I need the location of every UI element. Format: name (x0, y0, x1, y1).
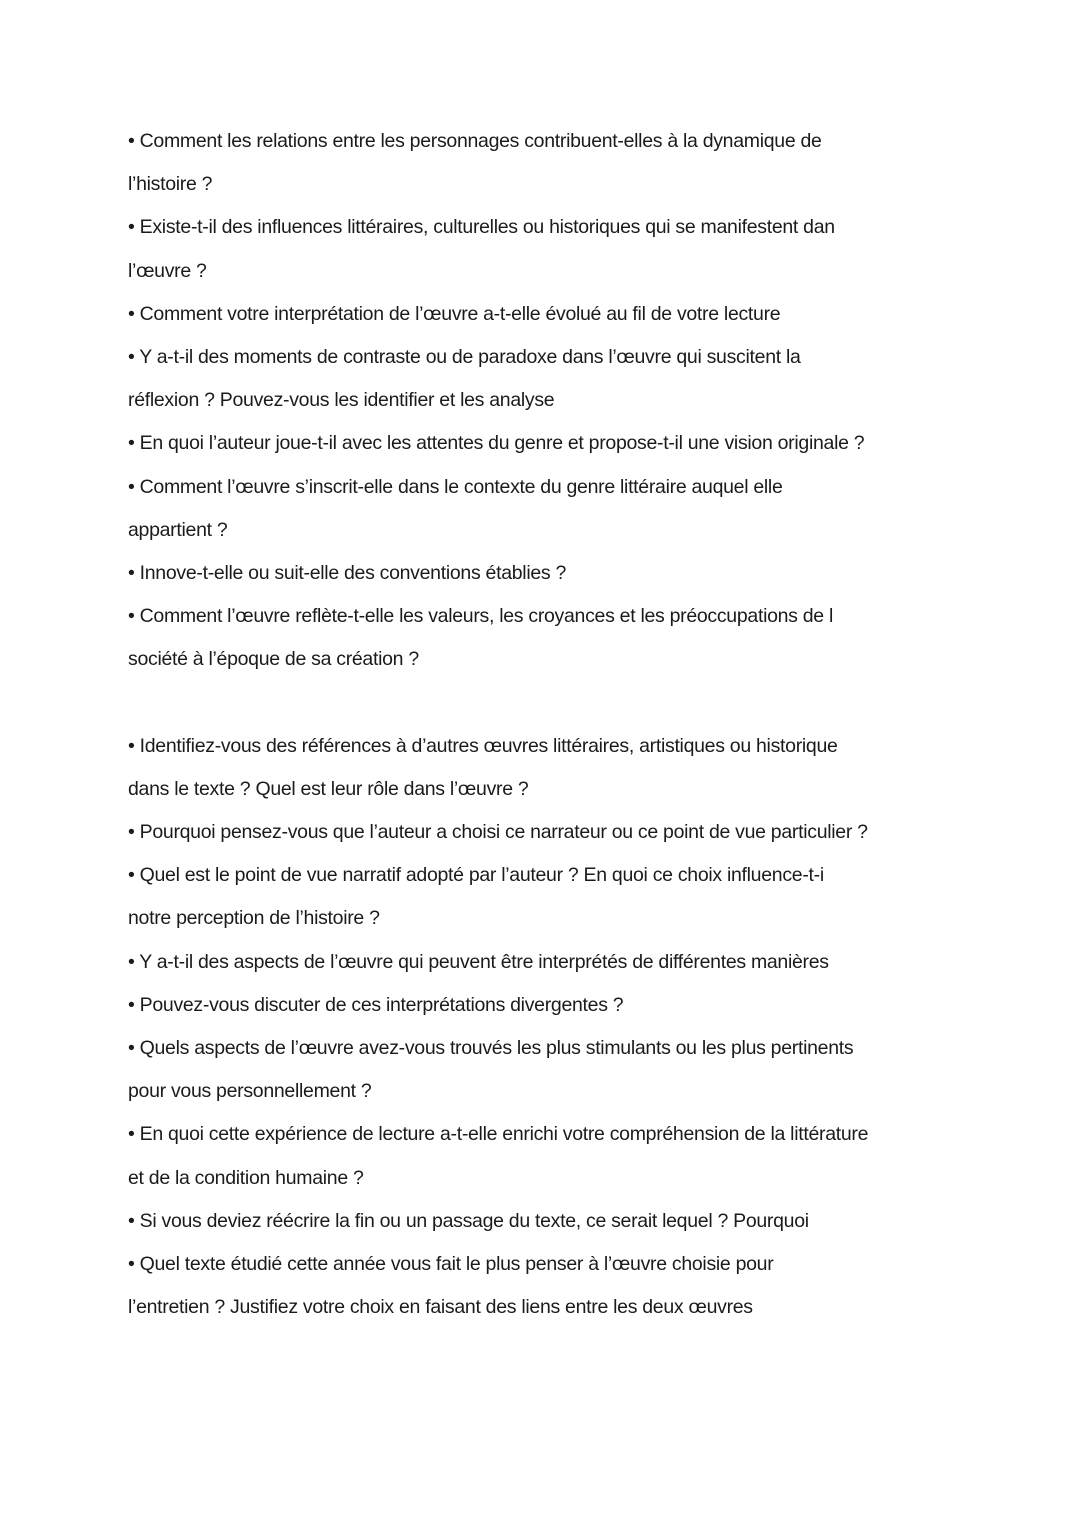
text-line: et de la condition humaine ? (128, 1166, 364, 1189)
text-line: pour vous personnellement ? (128, 1080, 372, 1103)
text-line: l’œuvre ? (128, 259, 207, 282)
text-line: • Innove-t-elle ou suit-elle des conventions établies ? (128, 561, 567, 584)
text-line: • Comment votre interprétation de l’œuvre a-t-elle évolué au fil de votre lecture (128, 302, 781, 325)
text-line: • Y a-t-il des aspects de l’œuvre qui peuvent être interprétés de différentes manières (128, 950, 829, 973)
text-line: • Quel texte étudié cette année vous fait le plus penser à l’œuvre choisie pour (128, 1252, 774, 1275)
text-line: société à l’époque de sa création ? (128, 648, 419, 671)
text-line: • Pourquoi pensez-vous que l’auteur a choisi ce narrateur ou ce point de vue particulier ? (128, 821, 868, 843)
text-line: l’histoire ? (128, 173, 213, 196)
text-line: • Y a-t-il des moments de contraste ou de paradoxe dans l’œuvre qui suscitent la (128, 345, 801, 368)
text-line: • Identifiez-vous des références à d’autres œuvres littéraires, artistiques ou historique (128, 734, 838, 757)
document-page (128, 120, 988, 1329)
blank-line (128, 681, 988, 724)
text-line: dans le texte ? Quel est leur rôle dans l’œuvre ? (128, 777, 529, 800)
text-line: • Existe-t-il des influences littéraires, culturelles ou historiques qui se manifestent dan (128, 216, 835, 239)
text-line: notre perception de l’histoire ? (128, 907, 380, 930)
text-line: • Quel est le point de vue narratif adopté par l’auteur ? En quoi ce choix influence-t-i (128, 864, 824, 887)
text-line: l’entretien ? Justifiez votre choix en faisant des liens entre les deux œuvres (128, 1296, 753, 1319)
text-line: réflexion ? Pouvez-vous les identifier et les analyse (128, 389, 555, 412)
text-line: • Pouvez-vous discuter de ces interprétations divergentes ? (128, 993, 624, 1016)
text-line: • Quels aspects de l’œuvre avez-vous trouvés les plus stimulants ou les plus pertinents (128, 1036, 854, 1059)
text-line: • En quoi cette expérience de lecture a-t-elle enrichi votre compréhension de la littérature (128, 1123, 869, 1146)
text-line: • En quoi l’auteur joue-t-il avec les attentes du genre et propose-t-il une vision originale ? (128, 432, 865, 455)
text-line: • Comment l’œuvre s’inscrit-elle dans le contexte du genre littéraire auquel elle (128, 475, 783, 498)
text-line: appartient ? (128, 518, 228, 541)
text-line: • Si vous deviez réécrire la fin ou un passage du texte, ce serait lequel ? Pourquoi (128, 1209, 809, 1232)
text-line: • Comment les relations entre les personnages contribuent-elles à la dynamique de (128, 130, 822, 152)
text-line: • Comment l’œuvre reflète-t-elle les valeurs, les croyances et les préoccupations de l (128, 605, 833, 628)
